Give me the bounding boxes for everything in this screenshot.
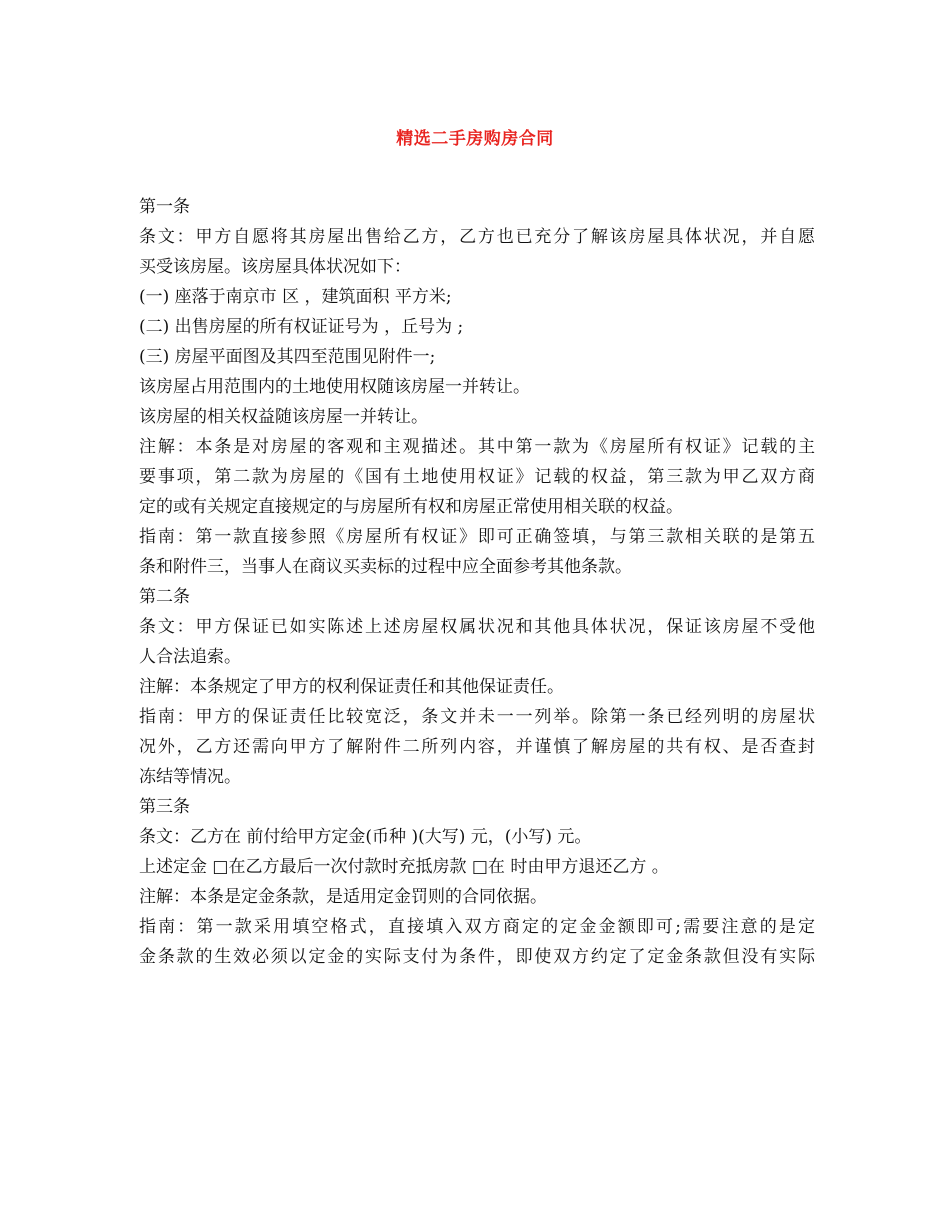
text-line: 上述定金 □在乙方最后一次付款时充抵房款 □在 时由甲方退还乙方 。: [139, 857, 669, 877]
text-line: 条文：甲方自愿将其房屋出售给乙方，乙方也已充分了解该房屋具体状况，并自愿: [139, 227, 815, 247]
text-line: 注解：本条是定金条款，是适用定金罚则的合同依据。: [139, 887, 547, 907]
text-line: 该房屋的相关权益随该房屋一并转让。: [139, 407, 428, 427]
text-line: (一) 座落于南京市 区 ，建筑面积 平方米;: [139, 287, 452, 307]
text-line: 定的或有关规定直接规定的与房屋所有权和房屋正常使用相关联的权益。: [139, 497, 683, 517]
text-line: 注解：本条规定了甲方的权利保证责任和其他保证责任。: [139, 677, 564, 697]
text-line: 第二条: [139, 587, 190, 607]
text-line: 要事项，第二款为房屋的《国有土地使用权证》记载的权益，第三款为甲乙双方商: [139, 467, 815, 487]
document-title: 精选二手房购房合同: [396, 129, 554, 149]
text-line: 条和附件三，当事人在商议买卖标的过程中应全面参考其他条款。: [139, 557, 632, 577]
text-line: 买受该房屋。该房屋具体状况如下：: [139, 257, 411, 277]
text-line: 指南：第一款直接参照《房屋所有权证》即可正确签填，与第三款相关联的是第五: [139, 527, 815, 547]
text-line: 指南：甲方的保证责任比较宽泛，条文并未一一列举。除第一条已经列明的房屋状: [139, 707, 815, 727]
text-line: 况外，乙方还需向甲方了解附件二所列内容，并谨慎了解房屋的共有权、是否查封: [139, 737, 815, 757]
text-line: 指南：第一款采用填空格式，直接填入双方商定的定金金额即可;需要注意的是定: [139, 917, 815, 937]
document-body: [139, 192, 815, 972]
text-line: (二) 出售房屋的所有权证证号为 ，丘号为 ;: [139, 317, 464, 337]
text-line: 条文：乙方在 前付给甲方定金(币种 )(大写) 元，(小写) 元。: [139, 827, 592, 847]
text-line: 该房屋占用范围内的土地使用权随该房屋一并转让。: [139, 377, 530, 397]
text-line: (三) 房屋平面图及其四至范围见附件一;: [139, 347, 436, 367]
text-line: 第三条: [139, 797, 190, 817]
text-line: 注解：本条是对房屋的客观和主观描述。其中第一款为《房屋所有权证》记载的主: [139, 437, 815, 457]
text-line: 人合法追索。: [139, 647, 241, 667]
text-line: 第一条: [139, 197, 190, 217]
text-line: 冻结等情况。: [139, 767, 241, 787]
text-line: 金条款的生效必须以定金的实际支付为条件，即使双方约定了定金条款但没有实际: [139, 947, 815, 967]
text-line: 条文：甲方保证已如实陈述上述房屋权属状况和其他具体状况，保证该房屋不受他: [139, 617, 815, 637]
